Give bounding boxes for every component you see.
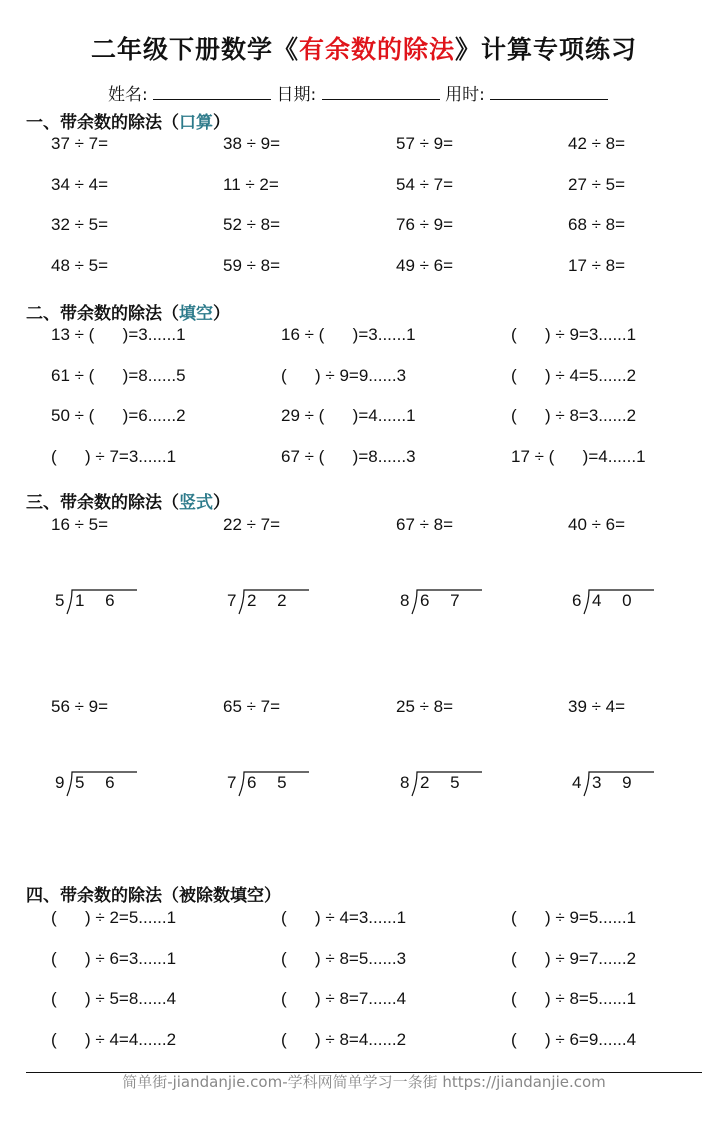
oral-problem: 76 ÷ 9= [396,215,454,234]
oral-problem: 34 ÷ 4= [51,174,109,194]
dividend-fill-problem: ( ) ÷ 6=9......4 [511,1029,637,1049]
oral-problem: 27 ÷ 5= [568,174,626,194]
long-division-bracket [572,588,662,616]
dividend-fill-problem: ( ) ÷ 9=7......2 [511,948,637,968]
divisor: 7 [227,773,237,792]
vertical-problem: 40 ÷ 6= [568,515,626,534]
oral-problem: 42 ÷ 8= [568,134,626,153]
oral-problem: 48 ÷ 5= [51,255,109,275]
dividend-fill-problem: ( ) ÷ 8=5......3 [281,948,407,968]
long-division-bracket [55,770,145,798]
oral-problem: 52 ÷ 8= [223,215,281,234]
oral-problem: 38 ÷ 9= [223,134,281,153]
fill-problem: ( ) ÷ 4=5......2 [511,365,637,385]
date-label: 日期: [276,85,317,105]
dividend-fill-problem: ( ) ÷ 4=4......2 [51,1029,177,1049]
vertical-problem: 56 ÷ 9= [51,697,109,716]
name-field[interactable] [153,83,271,100]
oral-problem: 57 ÷ 9= [396,134,454,153]
long-division-bracket [572,770,662,798]
section-4-heading: 四、带余数的除法（被除数填空） [26,886,281,906]
fill-problem: 61 ÷ ( )=8......5 [51,365,186,385]
vertical-problem: 16 ÷ 5= [51,515,109,534]
divisor: 9 [55,773,65,792]
fill-problem: 29 ÷ ( )=4......1 [281,406,416,425]
oral-problem: 17 ÷ 8= [568,255,626,275]
dividend-fill-problem: ( ) ÷ 6=3......1 [51,948,177,968]
oral-problem: 68 ÷ 8= [568,215,626,234]
fill-problem: 50 ÷ ( )=6......2 [51,406,186,425]
section-2-heading: 二、带余数的除法（填空） [26,304,230,324]
name-label: 姓名: [108,85,148,105]
divisor: 5 [55,591,65,610]
oral-problem: 37 ÷ 7= [51,134,109,153]
oral-problem: 32 ÷ 5= [51,215,109,234]
dividend: 2 5 [420,773,468,792]
long-division-bracket [227,588,317,616]
fill-problem: ( ) ÷ 9=9......3 [281,365,407,385]
page-title: 二年级下册数学《有余数的除法》计算专项练习 [90,35,638,64]
vertical-problem: 22 ÷ 7= [223,515,281,534]
divisor: 6 [572,591,582,610]
dividend: 1 6 [75,591,123,610]
dividend-fill-problem: ( ) ÷ 2=5......1 [51,908,177,927]
oral-problem: 49 ÷ 6= [396,255,454,275]
oral-problem: 59 ÷ 8= [223,255,281,275]
time-field[interactable] [490,83,608,100]
long-division-bracket [400,770,490,798]
fill-problem: ( ) ÷ 8=3......2 [511,406,637,425]
title-highlight: 有余数的除法 [298,35,455,64]
oral-problem: 54 ÷ 7= [396,174,454,194]
fill-problem: 16 ÷ ( )=3......1 [281,325,416,344]
oral-problem: 11 ÷ 2= [223,174,279,194]
dividend-fill-problem: ( ) ÷ 8=5......1 [511,989,637,1008]
fill-problem: 67 ÷ ( )=8......3 [281,446,416,466]
long-division-bracket [55,588,145,616]
vertical-problem: 39 ÷ 4= [568,697,626,716]
fill-problem: 13 ÷ ( )=3......1 [51,325,186,344]
fill-problem: ( ) ÷ 7=3......1 [51,446,177,466]
dividend-fill-problem: ( ) ÷ 8=7......4 [281,989,407,1008]
section-3-heading: 三、带余数的除法（竖式） [26,493,230,513]
vertical-problem: 65 ÷ 7= [223,697,281,716]
dividend-fill-problem: ( ) ÷ 5=8......4 [51,989,177,1008]
vertical-problem: 67 ÷ 8= [396,515,454,534]
dividend-fill-problem: ( ) ÷ 4=3......1 [281,908,407,927]
dividend: 5 6 [75,773,123,792]
divisor: 4 [572,773,582,792]
info-line [108,80,608,105]
vertical-problem: 25 ÷ 8= [396,697,454,716]
dividend: 2 2 [247,591,295,610]
long-division-bracket [400,588,490,616]
dividend: 6 5 [247,773,295,792]
time-label: 用时: [445,85,485,105]
dividend-fill-problem: ( ) ÷ 9=5......1 [511,908,637,927]
dividend: 3 9 [592,773,640,792]
dividend: 6 7 [420,591,468,610]
long-division-bracket [227,770,317,798]
date-field[interactable] [322,83,440,100]
section-1-heading: 一、带余数的除法（口算） [26,113,230,133]
divisor: 7 [227,591,237,610]
divisor: 8 [400,591,410,610]
divisor: 8 [400,773,410,792]
dividend-fill-problem: ( ) ÷ 8=4......2 [281,1029,407,1049]
fill-problem: 17 ÷ ( )=4......1 [511,446,646,466]
dividend: 4 0 [592,591,640,610]
footer-watermark: 简单街-jiandanjie.com-学科网简单学习一条街 https://jiandanjie.com [122,1073,606,1091]
fill-problem: ( ) ÷ 9=3......1 [511,325,637,344]
